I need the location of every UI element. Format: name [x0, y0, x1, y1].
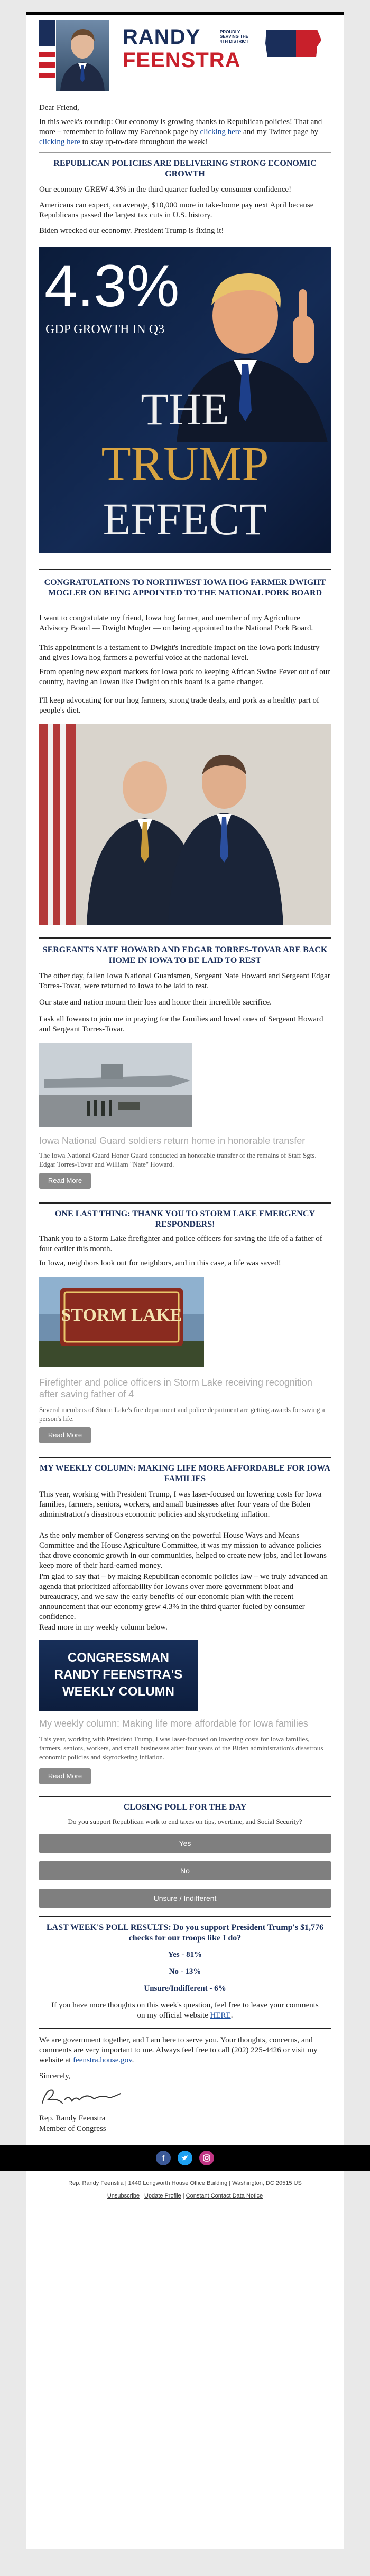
column-article-image[interactable] [39, 1640, 198, 1711]
section-divider [39, 1796, 331, 1797]
header-logo [116, 25, 338, 83]
results-followup-text: If you have more thoughts on this week's question, feel free to leave your comments on my official website [51, 2001, 319, 2020]
pork-paragraph-3: From opening new export markets for Iowa pork to keeping African Swine Fever out of our country, having an Iowan like Dwight on this board is a game changer. [39, 668, 330, 686]
flag-stripes [39, 20, 55, 89]
column-article-description: This year, working with President Trump, I was laser-focused on lowering costs for Iowa families, farmers, seniors, workers, and small businesses after four years of the Biden administration's disastrous economic policies and skyrocketing inflation. [39, 1735, 323, 1761]
guard-article-image[interactable] [39, 1043, 192, 1127]
section-divider [39, 1916, 331, 1917]
storm-lake-sign-text: STORM LAKE [61, 1305, 182, 1325]
economy-paragraph-1: Our economy GREW 4.3% in the third quarter fueled by consumer confidence! [39, 185, 292, 194]
graphic-subtitle: GDP GROWTH IN Q3 [45, 323, 165, 336]
tagline-line-2: SERVING THE [220, 34, 249, 39]
guard-title: SERGEANTS NATE HOWARD AND EDGAR TORRES-TOVAR ARE BACK HOME IN IOWA TO BE LAID TO REST [42, 945, 328, 965]
column-graphic-line-3: WEEKLY COLUMN [62, 1684, 174, 1699]
email-header [26, 15, 344, 94]
poll-question: Do you support Republican work to end taxes on tips, overtime, and Social Security? [68, 1817, 302, 1825]
email-page [26, 0, 344, 2576]
footer-links [26, 2193, 344, 2199]
graphic-the: THE [141, 384, 229, 434]
sincerely: Sincerely, [39, 2072, 71, 2080]
section-divider [39, 569, 331, 570]
guard-paragraph-3: I ask all Iowans to join me in praying for the families and loved ones of Sergeant Howard and Sergeant Torres-Tovar. [39, 1015, 323, 1034]
stormlake-paragraph-1: Thank you to a Storm Lake firefighter and police officers for saving the life of a father of four earlier this month. [39, 1235, 322, 1253]
column-paragraph-1: This year, working with President Trump, I was laser-focused on lowering costs for Iowa families, farmers, seniors, workers, and small businesses after four years of the Biden administration's disastrous economic policies and skyrocketing inflation. [39, 1490, 322, 1519]
official-website-here-link[interactable]: HERE [210, 2011, 231, 2020]
headshot-photo [56, 20, 109, 91]
column-title: MY WEEKLY COLUMN: MAKING LIFE MORE AFFORDABLE FOR IOWA FAMILIES [40, 1464, 330, 1483]
stormlake-read-more-button[interactable]: Read More [39, 1427, 91, 1443]
stormlake-title: ONE LAST THING: THANK YOU TO STORM LAKE EMERGENCY RESPONDERS! [55, 1209, 315, 1229]
footer-separator: | [141, 2193, 144, 2199]
logo-tagline [220, 30, 262, 44]
twitter-link[interactable]: clicking here [39, 138, 80, 146]
section-divider [39, 2028, 331, 2029]
results-unsure: Unsure/Indifferent - 6% [144, 1984, 226, 1993]
stormlake-paragraph-2: In Iowa, neighbors look out for neighbors, and in this case, a life was saved! [39, 1259, 281, 1267]
results-followup [48, 2001, 322, 2021]
footer-separator: | [182, 2193, 186, 2199]
intro-text-2: and my Twitter page by [241, 128, 319, 136]
section-divider [39, 152, 331, 153]
column-paragraph-2: As the only member of Congress serving on the powerful House Ways and Means Committee and the House Agriculture Committee, it was my mission to advance policies that drove economic growth in our communities, helped to create new jobs, and let Iowans keep more of their hard-earned money. [39, 1531, 327, 1570]
graphic-big-number: 4.3% [44, 253, 180, 319]
closing-text-end: . [132, 2056, 134, 2064]
pork-title: CONGRATULATIONS TO NORTHWEST IOWA HOG FARMER DWIGHT MOGLER ON BEING APPOINTED TO THE NATIONAL PORK BOARD [44, 578, 326, 598]
results-no: No - 13% [169, 1967, 201, 1976]
column-graphic-line-2: RANDY FEENSTRA'S [54, 1668, 183, 1682]
instagram-icon[interactable] [199, 2151, 214, 2165]
economy-title: REPUBLICAN POLICIES ARE DELIVERING STRONG ECONOMIC GROWTH [53, 159, 317, 178]
column-graphic-line-1: CONGRESSMAN [67, 1651, 169, 1665]
logo-first-name: RANDY [123, 25, 201, 49]
greeting: Dear Friend, [39, 103, 79, 112]
guard-article-title[interactable]: Iowa National Guard soldiers return home in honorable transfer [39, 1135, 306, 1146]
column-article-title[interactable]: My weekly column: Making life more affordable for Iowa families [39, 1718, 308, 1729]
section-divider [39, 937, 331, 939]
column-paragraph-4: Read more in my weekly column below. [39, 1623, 168, 1632]
pork-paragraph-2: This appointment is a testament to Dwight's incredible impact on the Iowa pork industry and gives Iowa hog farmers a powerful voice at the national level. [39, 643, 320, 662]
footer-address: Rep. Randy Feenstra | 1440 Longworth House Office Building | Washington, DC 20515 US [68, 2180, 302, 2186]
results-yes: Yes - 81% [168, 1950, 202, 1959]
guard-paragraph-2: Our state and nation mourn their loss and honor their incredible sacrifice. [39, 998, 272, 1007]
stormlake-article-description: Several members of Storm Lake's fire department and police department are getting awards for saving a person's life. [39, 1406, 325, 1423]
guard-paragraph-1: The other day, fallen Iowa National Guardsmen, Sergeant Nate Howard and Sergeant Edgar Torres-Tovar, were returned to Iowa to be laid to rest. [39, 972, 330, 990]
twitter-icon[interactable] [178, 2151, 192, 2165]
graphic-effect: EFFECT [103, 494, 267, 544]
update-profile-link[interactable]: Update Profile [144, 2193, 181, 2199]
poll-title: CLOSING POLL FOR THE DAY [123, 1803, 247, 1812]
section-divider [39, 1457, 331, 1458]
poll-option-yes[interactable]: Yes [39, 1834, 331, 1853]
intro-text-3: to stay up-to-date throughout the week! [80, 138, 208, 146]
constant-contact-data-notice-link[interactable]: Constant Contact Data Notice [186, 2193, 263, 2199]
signoff-name: Rep. Randy Feenstra [39, 2114, 106, 2123]
logo-last-name: FEENSTRA [123, 49, 241, 72]
pork-paragraph-4: I'll keep advocating for our hog farmers, strong trade deals, and pork as a healthy part of people's diet. [39, 696, 320, 715]
guard-read-more-button[interactable]: Read More [39, 1173, 91, 1189]
results-followup-end: . [230, 2011, 233, 2020]
guard-article-description: The Iowa National Guard Honor Guard conducted an honorable transfer of the remains of Staff Sgts. Edgar Torres-Tovar and William "Nate" Howard. [39, 1151, 317, 1168]
facebook-link[interactable]: clicking here [200, 128, 242, 136]
poll-option-no[interactable]: No [39, 1861, 331, 1880]
stormlake-article-image[interactable] [39, 1277, 204, 1367]
section-divider [39, 1202, 331, 1204]
website-link[interactable]: feenstra.house.gov [73, 2056, 132, 2064]
pork-paragraph-1: I want to congratulate my friend, Iowa hog farmer, and member of my Agriculture Advisory Board — Dwight Mogler — on being appointed to the National Pork Board. [39, 614, 313, 632]
handwritten-signature [39, 2084, 124, 2110]
economy-paragraph-3: Biden wrecked our economy. President Trump is fixing it! [39, 226, 224, 235]
intro-text-1: In this week's roundup: Our economy is growing thanks to Republican policies! That and more – remember to follow my Facebook page by [39, 118, 322, 136]
tagline-line-1: PROUDLY [220, 30, 240, 34]
poll-option-unsure[interactable]: Unsure / Indifferent [39, 1889, 331, 1908]
mogler-photo [39, 724, 331, 925]
results-title: LAST WEEK'S POLL RESULTS: Do you support President Trump's $1,776 checks for our troops like I do? [46, 1923, 324, 1943]
intro-paragraph [39, 117, 331, 147]
trump-effect-graphic [39, 247, 331, 553]
stormlake-article-title[interactable]: Firefighter and police officers in Storm Lake receiving recognition after saving father of 4 [39, 1377, 312, 1399]
tagline-line-3: 4TH DISTRICT [220, 39, 249, 44]
column-read-more-button[interactable]: Read More [39, 1768, 91, 1784]
graphic-trump: TRUMP [101, 437, 269, 490]
iowa-map-icon [264, 27, 322, 60]
closing-text: We are government together, and I am here to serve you. Your thoughts, concerns, and comments are very important to me. Always feel free to call (202) 225-4426 or visit my website at [39, 2036, 318, 2064]
signoff-role: Member of Congress [39, 2125, 106, 2133]
closing-paragraph [39, 2035, 331, 2066]
facebook-icon[interactable]: f [156, 2151, 171, 2165]
unsubscribe-link[interactable]: Unsubscribe [107, 2193, 140, 2199]
economy-paragraph-2: Americans can expect, on average, $10,000 more in take-home pay next April because Republicans passed the largest tax cuts in U.S. history. [39, 201, 314, 220]
column-paragraph-3: I'm glad to say that – by making Republican economic policies law – we truly advanced an agenda that prioritized affordability for Iowans over more government bloat and bureaucracy, and we saw the early benefits of our economic plan with the recent announcement that our economy grew 4.3% in the third quarter fueled by consumer confidence. [39, 1573, 328, 1621]
